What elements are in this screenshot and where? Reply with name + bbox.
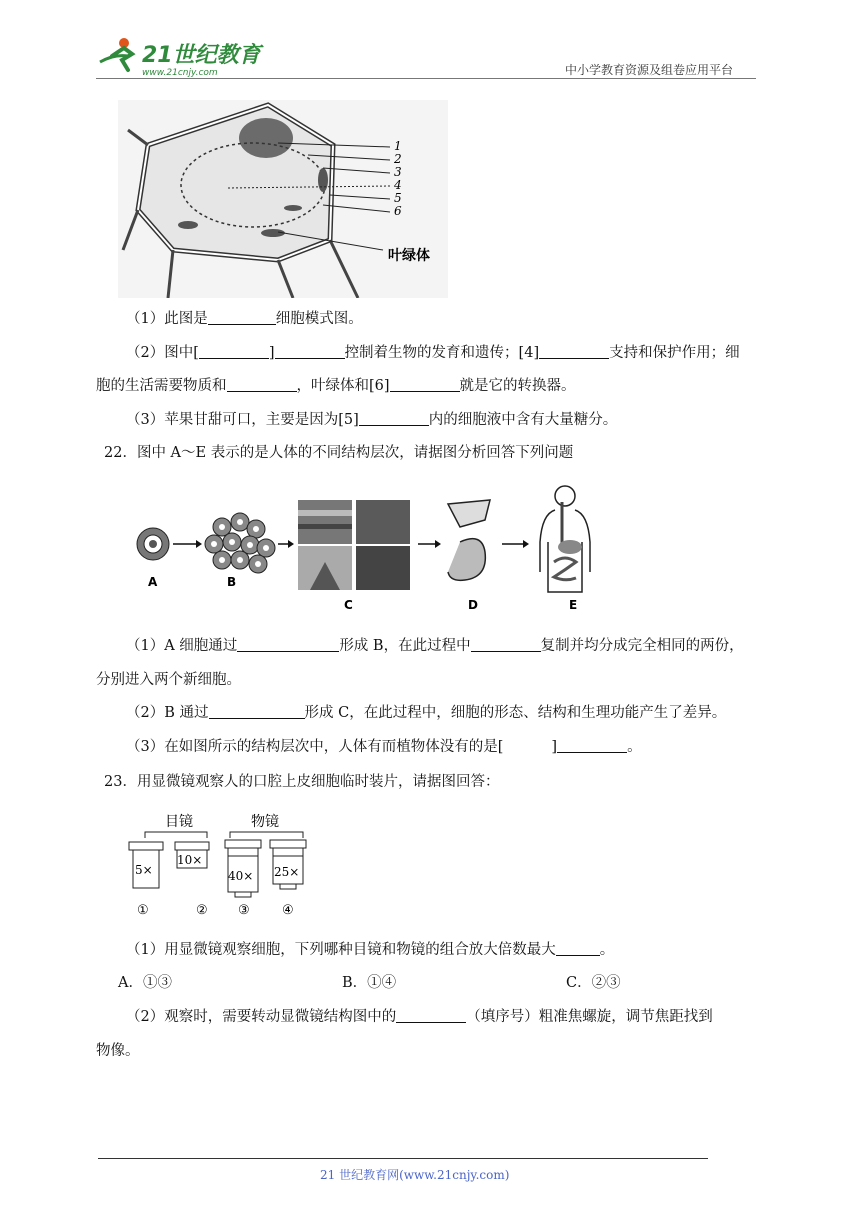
q21-part1: （1）此图是 细胞模式图。 — [126, 311, 363, 327]
q23-part1: （1）用显微镜观察细胞，下列哪种目镜和物镜的组合放大倍数最大 。 — [126, 942, 615, 958]
answer-blank[interactable] — [390, 376, 460, 392]
svg-text:叶绿体: 叶绿体 — [388, 248, 430, 264]
answer-blank[interactable] — [209, 703, 305, 719]
answer-blank[interactable] — [199, 343, 269, 359]
q21-part2-line1: （2）图中[ ] 控制着生物的发育和遗传；[4] 支持和保护作用；细 — [126, 345, 740, 361]
header-platform-text: 中小学教育资源及组卷应用平台 — [565, 63, 734, 77]
q23-option-c[interactable]: C．②③ — [566, 975, 621, 991]
svg-text:6: 6 — [394, 204, 402, 218]
q21-part3: （3）苹果甘甜可口，主要是因为[5] 内的细胞液中含有大量糖分。 — [126, 412, 618, 428]
svg-text:①: ① — [137, 903, 149, 918]
plant-cell-figure — [118, 100, 448, 298]
svg-text:D: D — [468, 598, 478, 612]
svg-text:C: C — [344, 598, 353, 612]
svg-text:物镜: 物镜 — [251, 814, 279, 830]
svg-text:40×: 40× — [228, 869, 254, 883]
q22-part3: （3）在如图所示的结构层次中，人体有而植物体没有的是[ ] 。 — [126, 739, 642, 755]
answer-blank[interactable] — [359, 410, 429, 426]
q23-option-b[interactable]: B．①④ — [342, 975, 397, 991]
svg-text:B: B — [227, 575, 237, 589]
answer-blank[interactable] — [396, 1007, 466, 1023]
svg-text:25×: 25× — [274, 865, 300, 879]
q23-option-a[interactable]: A．①③ — [118, 975, 172, 991]
svg-text:www.21cnjy.com: www.21cnjy.com — [142, 68, 218, 78]
runner-icon — [100, 38, 132, 70]
svg-text:5×: 5× — [135, 863, 153, 877]
svg-text:③: ③ — [238, 903, 250, 918]
footer-link[interactable]: 21 世纪教育网(www.21cnjy.com) — [320, 1168, 510, 1182]
svg-text:3: 3 — [394, 165, 402, 179]
svg-text:1: 1 — [394, 139, 402, 153]
svg-text:5: 5 — [394, 191, 402, 205]
svg-text:④: ④ — [282, 903, 294, 918]
q22-part2: （2）B 通过 形成 C，在此过程中，细胞的形态、结构和生理功能产生了差异。 — [126, 705, 727, 721]
answer-blank[interactable] — [557, 737, 627, 753]
structure-levels-figure — [130, 482, 600, 617]
q23-part2-line2: 物像。 — [96, 1043, 140, 1059]
svg-text:②: ② — [196, 903, 208, 918]
answer-blank[interactable] — [471, 636, 541, 652]
svg-text:A: A — [148, 575, 158, 589]
microscope-lens-figure — [125, 810, 315, 920]
svg-text:2: 2 — [394, 152, 402, 166]
q22-part1-line1: （1）A 细胞通过 形成 B，在此过程中 复制并均分成完全相同的两份， — [126, 638, 744, 654]
answer-blank[interactable] — [237, 636, 339, 652]
answer-blank[interactable] — [275, 343, 345, 359]
svg-text:4: 4 — [394, 178, 402, 192]
svg-text:E: E — [569, 598, 578, 612]
q22-title: 22．图中 A～E 表示的是人体的不同结构层次，请据图分析回答下列问题 — [104, 445, 574, 461]
answer-blank[interactable] — [556, 940, 600, 956]
answer-blank[interactable] — [208, 309, 276, 325]
q22-part1-line2: 分别进入两个新细胞。 — [96, 672, 241, 688]
site-logo — [94, 34, 264, 80]
q23-part2-line1: （2）观察时，需要转动显微镜结构图中的 （填序号）粗准焦螺旋，调节焦距找到 — [126, 1009, 713, 1025]
q21-part2-line2: 胞的生活需要物质和 ，叶绿体和[6] 就是它的转换器。 — [96, 378, 576, 394]
header-divider — [96, 78, 756, 79]
svg-text:21世纪教育: 21世纪教育 — [142, 43, 261, 68]
q23-title: 23．用显微镜观察人的口腔上皮细胞临时装片，请据图回答： — [104, 774, 500, 790]
svg-text:目镜: 目镜 — [165, 814, 193, 830]
footer-divider — [98, 1158, 708, 1159]
answer-blank[interactable] — [539, 343, 609, 359]
svg-text:10×: 10× — [177, 853, 203, 867]
answer-blank[interactable] — [227, 376, 297, 392]
